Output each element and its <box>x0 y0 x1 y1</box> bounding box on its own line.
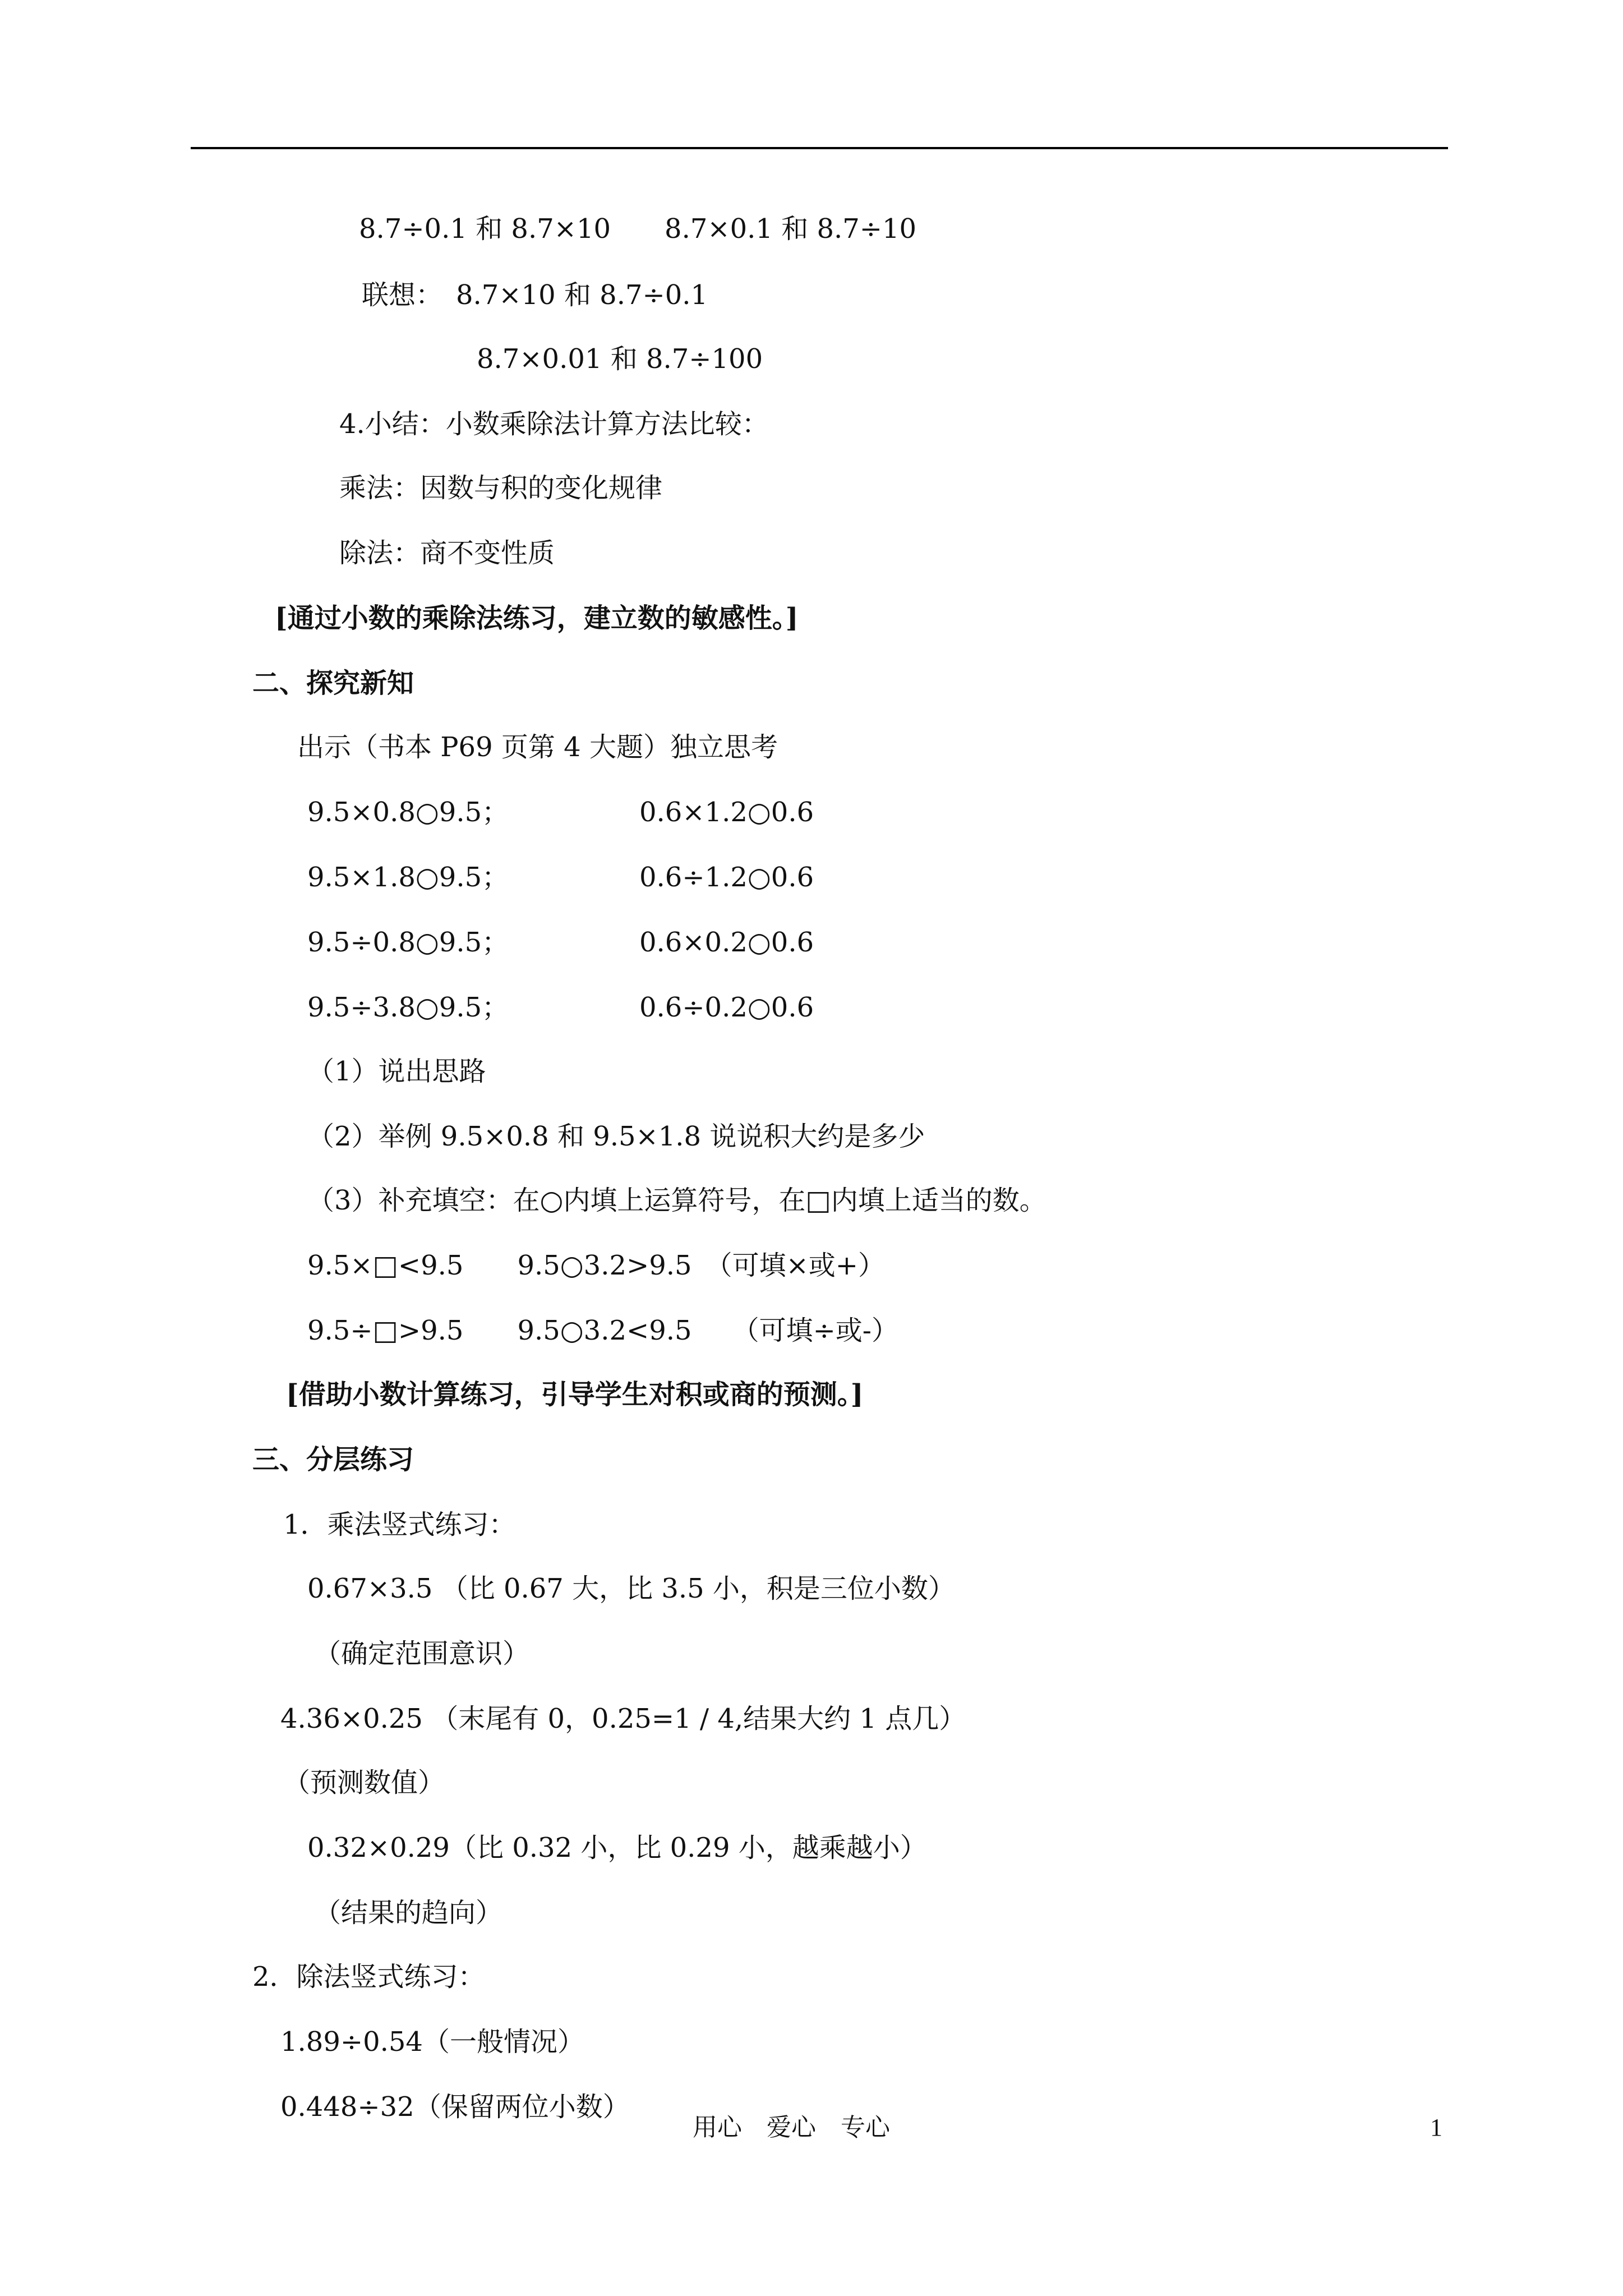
design-note: [通过小数的乘除法练习，建立数的敏感性。] <box>275 602 799 634</box>
text-line: 除法：商不变性质 <box>339 537 555 569</box>
text-line: 乘法：因数与积的变化规律 <box>339 472 663 504</box>
text-line: 8.7×0.01 和 8.7÷100 <box>477 343 763 375</box>
exercise-left: 9.5×0.8○9.5； <box>307 797 509 828</box>
text-line: 1.89÷0.54（一般情况） <box>280 2026 584 2058</box>
exercise-left: 9.5÷3.8○9.5； <box>307 992 509 1023</box>
text-line: 0.32×0.29（比 0.32 小，比 0.29 小，越乘越小） <box>307 1832 927 1864</box>
text-line: 出示（书本 P69 页第 4 大题）独立思考 <box>297 731 778 763</box>
section-heading: 二、探究新知 <box>252 668 414 699</box>
text-line: （结果的趋向） <box>314 1897 503 1929</box>
section-heading: 三、分层练习 <box>252 1444 414 1475</box>
header-rule <box>191 147 1448 149</box>
text-line: （3）补充填空：在○内填上运算符号，在□内填上适当的数。 <box>307 1185 1046 1216</box>
text-line: 2．除法竖式练习： <box>252 1961 485 1993</box>
text-line: 9.5×□<9.5 9.5○3.2>9.5 （可填×或+） <box>307 1250 886 1281</box>
section-summary: 4.小结：小数乘除法计算方法比较： <box>339 408 769 440</box>
text-line: 9.5÷□>9.5 9.5○3.2<9.5 （可填÷或-） <box>307 1315 899 1346</box>
exercise-right: 0.6×0.2○0.6 <box>639 927 814 958</box>
exercise-right: 0.6÷1.2○0.6 <box>639 862 814 893</box>
text-line: （1）说出思路 <box>307 1056 486 1087</box>
exercise-right: 0.6÷0.2○0.6 <box>639 992 814 1023</box>
text-line: 1．乘法竖式练习： <box>283 1509 516 1540</box>
text-line: 0.448÷32（保留两位小数） <box>280 2091 630 2123</box>
text-line: （预测数值） <box>283 1767 445 1798</box>
text-line: 0.67×3.5 （比 0.67 大，比 3.5 小，积是三位小数） <box>307 1573 955 1604</box>
footer-motto: 用心 爱心 专心 <box>693 2113 890 2142</box>
text-line: （2）举例 9.5×0.8 和 9.5×1.8 说说积大约是多少 <box>307 1121 925 1152</box>
exercise-right: 0.6×1.2○0.6 <box>639 797 814 828</box>
exercise-left: 9.5÷0.8○9.5； <box>307 927 509 958</box>
text-line: 联想： 8.7×10 和 8.7÷0.1 <box>362 279 708 311</box>
page-number: 1 <box>1430 2114 1442 2141</box>
exercise-left: 9.5×1.8○9.5； <box>307 862 509 893</box>
text-line: 4.36×0.25 （末尾有 0，0.25=1 / 4,结果大约 1 点几） <box>280 1703 966 1734</box>
design-note: [借助小数计算练习，引导学生对积或商的预测。] <box>286 1379 864 1410</box>
text-line: 8.7÷0.1 和 8.7×10 8.7×0.1 和 8.7÷10 <box>359 213 917 245</box>
text-line: （确定范围意识） <box>314 1638 530 1669</box>
